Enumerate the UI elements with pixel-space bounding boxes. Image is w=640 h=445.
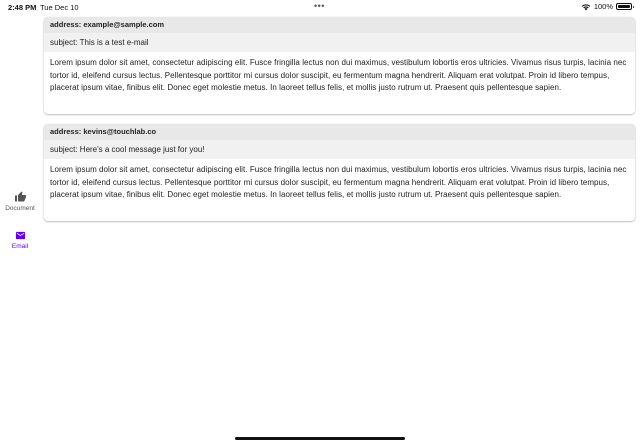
status-bar — [0, 0, 640, 14]
message-body: Lorem ipsum dolor sit amet, consectetur adipiscing elit. Fusce fringilla lectus non dui maximus, vestibulum lobortis eros ultricies. Vivamus risus turpis, lacinia nec tortor id, eleifend cursus lectus. Pellentesque porttitor mi cursus dolor suscipit, eu fermentum magna hendrerit. Aliquam erat volutpat. Proin id libero tempus, placerat ipsum vitae, finibus elit. Donec eget molestie metus. In laoreet tellus felis, et mollis justo rutrum ut. Praesent quis pellentesque sapien. — [50, 58, 627, 93]
status-date: Tue Dec 10 — [40, 3, 79, 12]
message-card[interactable] — [44, 124, 635, 221]
message-address: address: kevins@touchlab.co — [44, 124, 635, 140]
multitasking-dots-icon[interactable]: ••• — [314, 1, 325, 11]
nav-item-label: Email — [11, 243, 29, 250]
nav-item-label: Document — [5, 205, 35, 212]
battery-percent: 100% — [593, 2, 613, 11]
nav-item-document[interactable] — [0, 191, 40, 212]
message-address: address: example@sample.com — [44, 17, 635, 33]
status-time: 2:48 PM — [8, 3, 37, 12]
battery-fill — [618, 5, 630, 8]
home-indicator[interactable] — [235, 437, 405, 440]
message-card[interactable] — [44, 17, 635, 114]
battery-icon — [616, 3, 632, 10]
wifi-icon — [581, 3, 591, 11]
thumb-up-icon — [14, 191, 27, 203]
message-subject: subject: This is a test e-mail — [44, 33, 635, 52]
nav-item-email[interactable] — [0, 230, 40, 250]
status-indicators — [581, 2, 632, 11]
mail-icon — [14, 230, 27, 241]
message-subject: subject: Here's a cool message just for you! — [44, 140, 635, 159]
message-body: Lorem ipsum dolor sit amet, consectetur adipiscing elit. Fusce fringilla lectus non dui maximus, vestibulum lobortis eros ultricies. Vivamus risus turpis, lacinia nec tortor id, eleifend cursus lectus. Pellentesque porttitor mi cursus dolor suscipit, eu fermentum magna hendrerit. Aliquam erat volutpat. Proin id libero tempus, placerat ipsum vitae, finibus elit. Donec eget molestie metus. In laoreet tellus felis, et mollis justo rutrum ut. Praesent quis pellentesque sapien. — [50, 165, 627, 200]
